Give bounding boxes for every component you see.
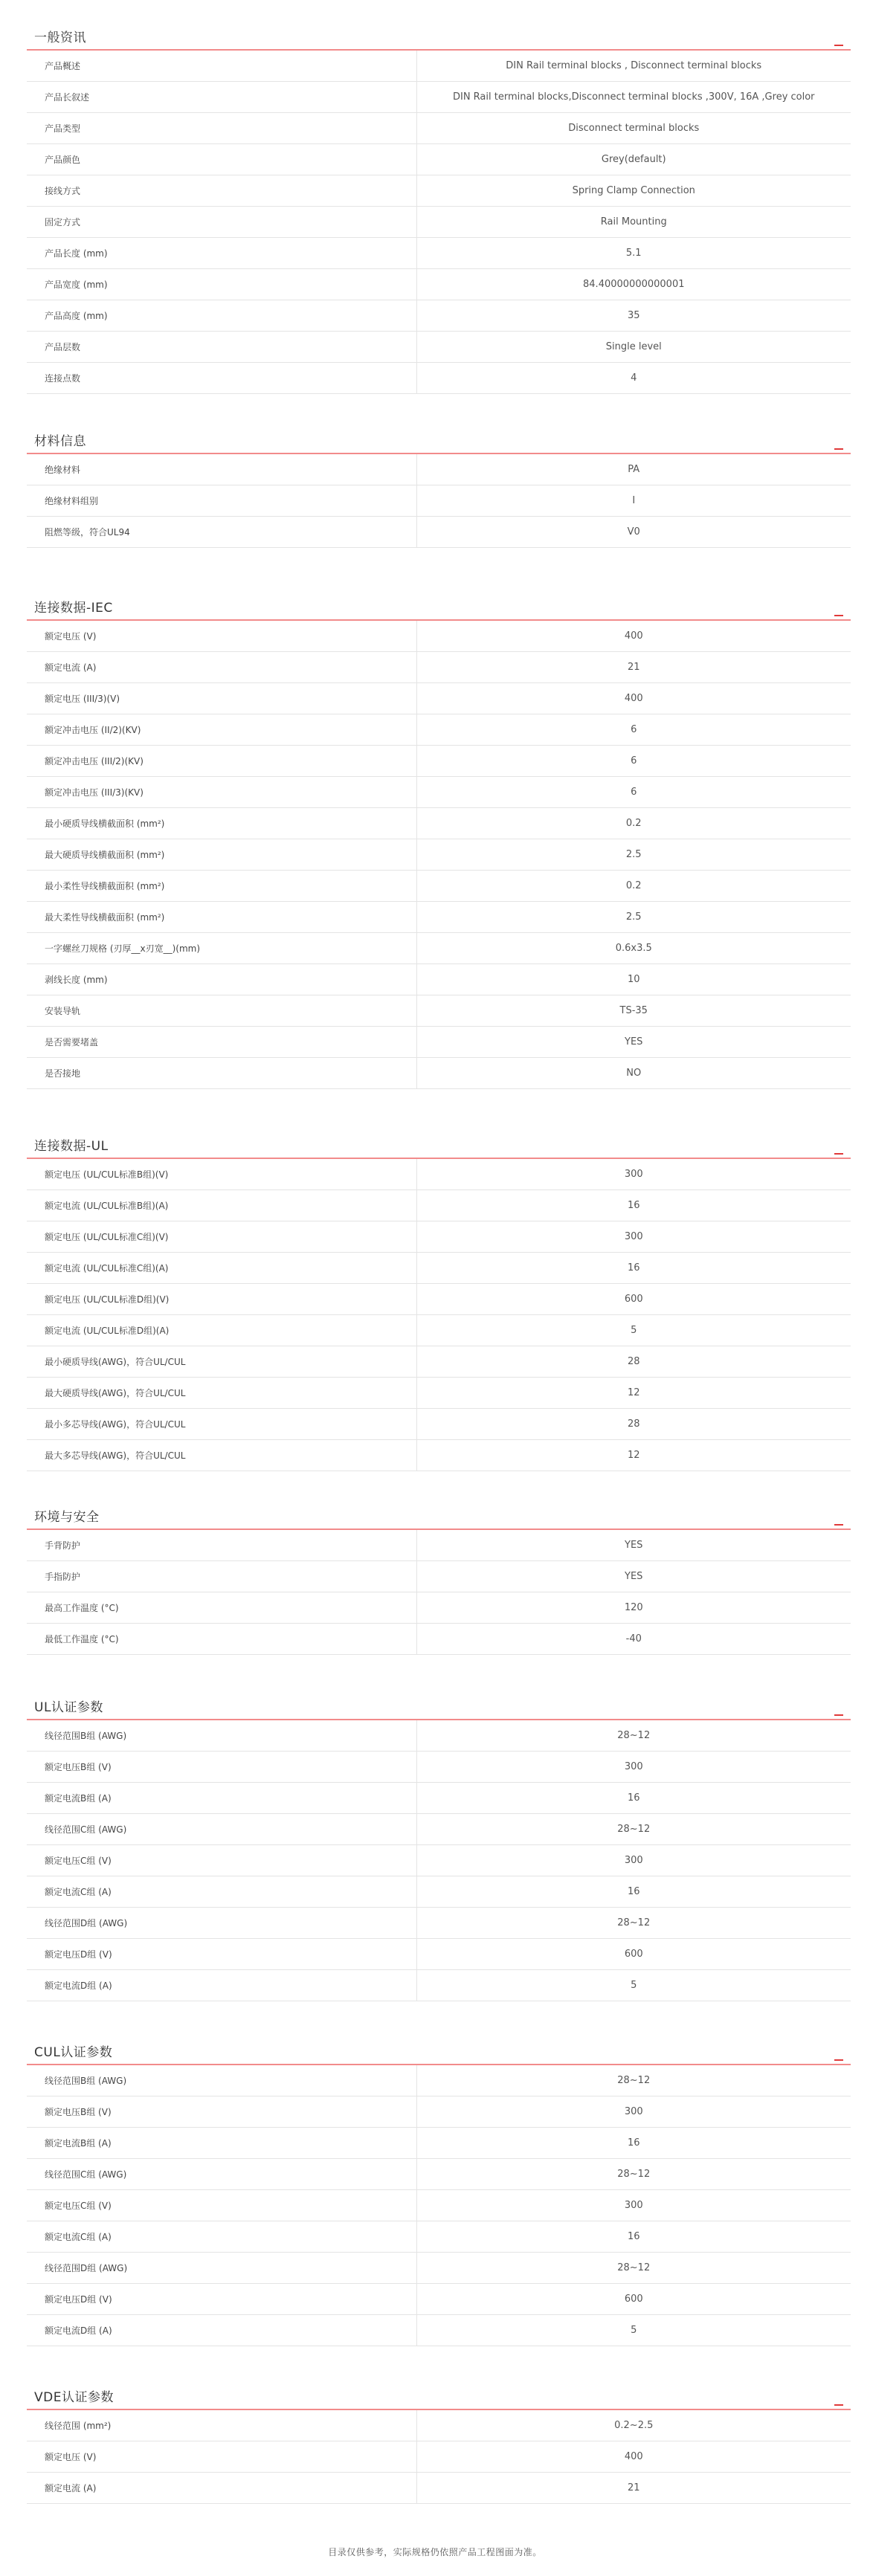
spec-table xyxy=(27,1159,851,1471)
spec-row xyxy=(27,808,851,839)
spec-label: 额定电压 (III/3)(V) xyxy=(27,683,416,714)
spec-label: 产品长叙述 xyxy=(27,82,416,113)
section-header[interactable] xyxy=(27,18,851,51)
spec-table xyxy=(27,454,851,548)
spec-value: 28~12 xyxy=(416,1814,851,1845)
spec-table xyxy=(27,2065,851,2346)
spec-table xyxy=(27,1530,851,1655)
spec-value: DIN Rail terminal blocks , Disconnect terminal blocks xyxy=(416,51,851,82)
spec-label: 产品宽度 (mm) xyxy=(27,269,416,300)
spec-row xyxy=(27,933,851,964)
spec-row xyxy=(27,300,851,332)
spec-value: 300 xyxy=(416,1221,851,1253)
spec-value: 16 xyxy=(416,2128,851,2159)
spec-label: 最大硬质导线横截面积 (mm²) xyxy=(27,839,416,871)
spec-row xyxy=(27,2128,851,2159)
spec-section xyxy=(27,18,851,394)
spec-value: 12 xyxy=(416,1378,851,1409)
section-header[interactable] xyxy=(27,1688,851,1720)
section-header[interactable] xyxy=(27,2033,851,2065)
spec-label: 额定电流 (UL/CUL标准B组)(A) xyxy=(27,1190,416,1221)
section-title: 环境与安全 xyxy=(34,1510,100,1525)
spec-value: 16 xyxy=(416,1190,851,1221)
spec-label: 最低工作温度 (°C) xyxy=(27,1624,416,1655)
spec-label: 一字螺丝刀规格 (刃厚__x刃宽__)(mm) xyxy=(27,933,416,964)
spec-section xyxy=(27,1497,851,1655)
spec-value: 0.2 xyxy=(416,808,851,839)
spec-value: 0.2 xyxy=(416,871,851,902)
collapse-icon[interactable] xyxy=(834,1524,843,1526)
spec-label: 额定电流 (UL/CUL标准C组)(A) xyxy=(27,1253,416,1284)
spec-label: 额定电压 (V) xyxy=(27,2441,416,2473)
spec-label: 额定电压 (V) xyxy=(27,621,416,652)
spec-row xyxy=(27,1346,851,1378)
spec-value: 120 xyxy=(416,1592,851,1624)
spec-row xyxy=(27,652,851,683)
spec-row xyxy=(27,1783,851,1814)
spec-value: 84.40000000000001 xyxy=(416,269,851,300)
spec-label: 绝缘材料 xyxy=(27,454,416,485)
spec-row xyxy=(27,454,851,485)
spec-value: V0 xyxy=(416,517,851,548)
spec-label: 额定电流B组 (A) xyxy=(27,1783,416,1814)
spec-value: 21 xyxy=(416,652,851,683)
spec-label: 额定电压C组 (V) xyxy=(27,2190,416,2221)
spec-value: NO xyxy=(416,1058,851,1089)
spec-value: 16 xyxy=(416,1253,851,1284)
spec-value: 28~12 xyxy=(416,2159,851,2190)
spec-value: 400 xyxy=(416,2441,851,2473)
spec-section xyxy=(27,1688,851,2001)
spec-label: 连接点数 xyxy=(27,363,416,394)
spec-value: 600 xyxy=(416,1284,851,1315)
spec-value: YES xyxy=(416,1027,851,1058)
spec-label: 额定电流 (UL/CUL标准D组)(A) xyxy=(27,1315,416,1346)
spec-label: 额定冲击电压 (III/2)(KV) xyxy=(27,746,416,777)
spec-value: -40 xyxy=(416,1624,851,1655)
spec-row xyxy=(27,2159,851,2190)
spec-row xyxy=(27,175,851,207)
spec-row xyxy=(27,1845,851,1876)
spec-value: PA xyxy=(416,454,851,485)
spec-label: 额定冲击电压 (II/2)(KV) xyxy=(27,714,416,746)
spec-label: 线径范围 (mm²) xyxy=(27,2410,416,2441)
spec-label: 手背防护 xyxy=(27,1530,416,1561)
spec-row xyxy=(27,1058,851,1089)
spec-label: 阻燃等级，符合UL94 xyxy=(27,517,416,548)
spec-row xyxy=(27,1190,851,1221)
section-header[interactable] xyxy=(27,1497,851,1530)
spec-label: 额定电流B组 (A) xyxy=(27,2128,416,2159)
spec-value: 28~12 xyxy=(416,2253,851,2284)
section-title: UL认证参数 xyxy=(34,1700,103,1715)
spec-value: TS-35 xyxy=(416,995,851,1027)
spec-value: 5 xyxy=(416,1970,851,2001)
section-header[interactable] xyxy=(27,2378,851,2410)
spec-label: 线径范围C组 (AWG) xyxy=(27,2159,416,2190)
spec-value: 28~12 xyxy=(416,1908,851,1939)
spec-label: 安装导轨 xyxy=(27,995,416,1027)
spec-label: 额定电压D组 (V) xyxy=(27,1939,416,1970)
spec-label: 固定方式 xyxy=(27,207,416,238)
spec-label: 最大多芯导线(AWG)，符合UL/CUL xyxy=(27,1440,416,1471)
spec-section xyxy=(27,2033,851,2346)
spec-value: 2.5 xyxy=(416,839,851,871)
spec-value: 400 xyxy=(416,621,851,652)
spec-label: 线径范围D组 (AWG) xyxy=(27,1908,416,1939)
collapse-icon[interactable] xyxy=(834,2059,843,2061)
spec-label: 额定电压 (UL/CUL标准D组)(V) xyxy=(27,1284,416,1315)
spec-row xyxy=(27,1409,851,1440)
spec-row xyxy=(27,144,851,175)
spec-label: 产品概述 xyxy=(27,51,416,82)
spec-label: 产品长度 (mm) xyxy=(27,238,416,269)
spec-label: 额定电压 (UL/CUL标准C组)(V) xyxy=(27,1221,416,1253)
spec-label: 额定电流C组 (A) xyxy=(27,2221,416,2253)
spec-value: 6 xyxy=(416,746,851,777)
spec-value: 12 xyxy=(416,1440,851,1471)
spec-row xyxy=(27,1908,851,1939)
spec-row xyxy=(27,51,851,82)
collapse-icon[interactable] xyxy=(834,2404,843,2406)
spec-row xyxy=(27,2190,851,2221)
spec-label: 线径范围B组 (AWG) xyxy=(27,1720,416,1752)
spec-value: 300 xyxy=(416,1752,851,1783)
spec-row xyxy=(27,2065,851,2096)
spec-row xyxy=(27,1752,851,1783)
spec-row xyxy=(27,82,851,113)
spec-row xyxy=(27,1624,851,1655)
spec-row xyxy=(27,1027,851,1058)
spec-value: YES xyxy=(416,1561,851,1592)
spec-label: 最小硬质导线横截面积 (mm²) xyxy=(27,808,416,839)
collapse-icon[interactable] xyxy=(834,448,843,450)
spec-value: 21 xyxy=(416,2473,851,2504)
spec-value: 5 xyxy=(416,1315,851,1346)
spec-row xyxy=(27,332,851,363)
spec-row xyxy=(27,964,851,995)
spec-value: 300 xyxy=(416,1159,851,1190)
spec-value: Single level xyxy=(416,332,851,363)
section-header[interactable] xyxy=(27,1126,851,1159)
spec-row xyxy=(27,1561,851,1592)
spec-row xyxy=(27,1284,851,1315)
spec-label: 线径范围B组 (AWG) xyxy=(27,2065,416,2096)
spec-label: 最高工作温度 (°C) xyxy=(27,1592,416,1624)
spec-label: 是否需要堵盖 xyxy=(27,1027,416,1058)
spec-value: Spring Clamp Connection xyxy=(416,175,851,207)
collapse-icon[interactable] xyxy=(834,45,843,46)
spec-row xyxy=(27,517,851,548)
section-title: 一般资讯 xyxy=(34,30,86,45)
collapse-icon[interactable] xyxy=(834,1714,843,1716)
spec-value: YES xyxy=(416,1530,851,1561)
spec-label: 额定电压 (UL/CUL标准B组)(V) xyxy=(27,1159,416,1190)
spec-row xyxy=(27,2410,851,2441)
spec-row xyxy=(27,746,851,777)
spec-label: 最大柔性导线横截面积 (mm²) xyxy=(27,902,416,933)
spec-label: 绝缘材料组别 xyxy=(27,485,416,517)
spec-value: 28~12 xyxy=(416,1720,851,1752)
spec-row xyxy=(27,1315,851,1346)
spec-label: 接线方式 xyxy=(27,175,416,207)
spec-value: 2.5 xyxy=(416,902,851,933)
spec-label: 额定冲击电压 (III/3)(KV) xyxy=(27,777,416,808)
spec-label: 最小多芯导线(AWG)，符合UL/CUL xyxy=(27,1409,416,1440)
collapse-icon[interactable] xyxy=(834,615,843,616)
spec-row xyxy=(27,2284,851,2315)
spec-value: 16 xyxy=(416,2221,851,2253)
spec-section xyxy=(27,2378,851,2504)
spec-section xyxy=(27,422,851,548)
spec-row xyxy=(27,839,851,871)
spec-row xyxy=(27,2253,851,2284)
spec-row xyxy=(27,871,851,902)
spec-label: 额定电压B组 (V) xyxy=(27,2096,416,2128)
spec-label: 最小柔性导线横截面积 (mm²) xyxy=(27,871,416,902)
spec-row xyxy=(27,2441,851,2473)
spec-row xyxy=(27,207,851,238)
spec-label: 剥线长度 (mm) xyxy=(27,964,416,995)
spec-label: 最小硬质导线(AWG)，符合UL/CUL xyxy=(27,1346,416,1378)
spec-table xyxy=(27,51,851,394)
spec-label: 额定电流D组 (A) xyxy=(27,2315,416,2346)
spec-row xyxy=(27,1253,851,1284)
spec-label: 手指防护 xyxy=(27,1561,416,1592)
spec-label: 额定电流D组 (A) xyxy=(27,1970,416,2001)
spec-row xyxy=(27,1939,851,1970)
spec-label: 额定电压B组 (V) xyxy=(27,1752,416,1783)
spec-row xyxy=(27,902,851,933)
spec-row xyxy=(27,1530,851,1561)
spec-label: 线径范围C组 (AWG) xyxy=(27,1814,416,1845)
spec-row xyxy=(27,363,851,394)
spec-row xyxy=(27,1221,851,1253)
spec-row xyxy=(27,2315,851,2346)
spec-section xyxy=(27,588,851,1089)
spec-label: 产品高度 (mm) xyxy=(27,300,416,332)
spec-row xyxy=(27,777,851,808)
spec-value: 6 xyxy=(416,714,851,746)
section-title: VDE认证参数 xyxy=(34,2390,114,2405)
section-title: 连接数据-IEC xyxy=(34,601,113,616)
spec-row xyxy=(27,1159,851,1190)
spec-value: 16 xyxy=(416,1783,851,1814)
spec-value: 4 xyxy=(416,363,851,394)
spec-label: 额定电流 (A) xyxy=(27,2473,416,2504)
collapse-icon[interactable] xyxy=(834,1153,843,1155)
spec-label: 是否接地 xyxy=(27,1058,416,1089)
spec-table xyxy=(27,1720,851,2001)
spec-row xyxy=(27,2096,851,2128)
section-header[interactable] xyxy=(27,422,851,454)
spec-label: 产品类型 xyxy=(27,113,416,144)
spec-value: 28~12 xyxy=(416,2065,851,2096)
spec-value: 0.2~2.5 xyxy=(416,2410,851,2441)
spec-value: Grey(default) xyxy=(416,144,851,175)
spec-value: 16 xyxy=(416,1876,851,1908)
section-title: 材料信息 xyxy=(34,434,86,449)
spec-row xyxy=(27,1814,851,1845)
spec-row xyxy=(27,2221,851,2253)
spec-value: I xyxy=(416,485,851,517)
spec-value: 400 xyxy=(416,683,851,714)
spec-label: 产品颜色 xyxy=(27,144,416,175)
spec-row xyxy=(27,485,851,517)
spec-value: 28 xyxy=(416,1409,851,1440)
spec-row xyxy=(27,995,851,1027)
spec-label: 线径范围D组 (AWG) xyxy=(27,2253,416,2284)
spec-value: 600 xyxy=(416,2284,851,2315)
spec-row xyxy=(27,1970,851,2001)
spec-value: 28 xyxy=(416,1346,851,1378)
spec-row xyxy=(27,1720,851,1752)
spec-value: 0.6x3.5 xyxy=(416,933,851,964)
spec-value: Disconnect terminal blocks xyxy=(416,113,851,144)
section-header[interactable] xyxy=(27,588,851,621)
spec-value: 5.1 xyxy=(416,238,851,269)
spec-row xyxy=(27,269,851,300)
spec-table xyxy=(27,621,851,1089)
spec-value: 6 xyxy=(416,777,851,808)
spec-value: 10 xyxy=(416,964,851,995)
spec-table xyxy=(27,2410,851,2504)
spec-row xyxy=(27,683,851,714)
spec-value: 5 xyxy=(416,2315,851,2346)
spec-label: 额定电压D组 (V) xyxy=(27,2284,416,2315)
spec-value: 300 xyxy=(416,2096,851,2128)
spec-row xyxy=(27,714,851,746)
spec-row xyxy=(27,621,851,652)
spec-value: DIN Rail terminal blocks,Disconnect terminal blocks ,300V, 16A ,Grey color xyxy=(416,82,851,113)
spec-row xyxy=(27,1378,851,1409)
spec-label: 额定电流C组 (A) xyxy=(27,1876,416,1908)
spec-label: 额定电流 (A) xyxy=(27,652,416,683)
spec-value: 35 xyxy=(416,300,851,332)
spec-value: 600 xyxy=(416,1939,851,1970)
spec-label: 额定电压C组 (V) xyxy=(27,1845,416,1876)
spec-label: 最大硬质导线(AWG)，符合UL/CUL xyxy=(27,1378,416,1409)
spec-value: 300 xyxy=(416,2190,851,2221)
spec-row xyxy=(27,1592,851,1624)
spec-row xyxy=(27,113,851,144)
section-title: CUL认证参数 xyxy=(34,2045,113,2060)
spec-section xyxy=(27,1126,851,1471)
spec-value: 300 xyxy=(416,1845,851,1876)
spec-row xyxy=(27,1440,851,1471)
spec-label: 产品层数 xyxy=(27,332,416,363)
section-title: 连接数据-UL xyxy=(34,1139,109,1154)
spec-row xyxy=(27,1876,851,1908)
spec-row xyxy=(27,238,851,269)
footer-note: 目录仅供参考，实际规格仍依照产品工程图面为准。 xyxy=(328,2547,542,2557)
spec-value: Rail Mounting xyxy=(416,207,851,238)
spec-row xyxy=(27,2473,851,2504)
